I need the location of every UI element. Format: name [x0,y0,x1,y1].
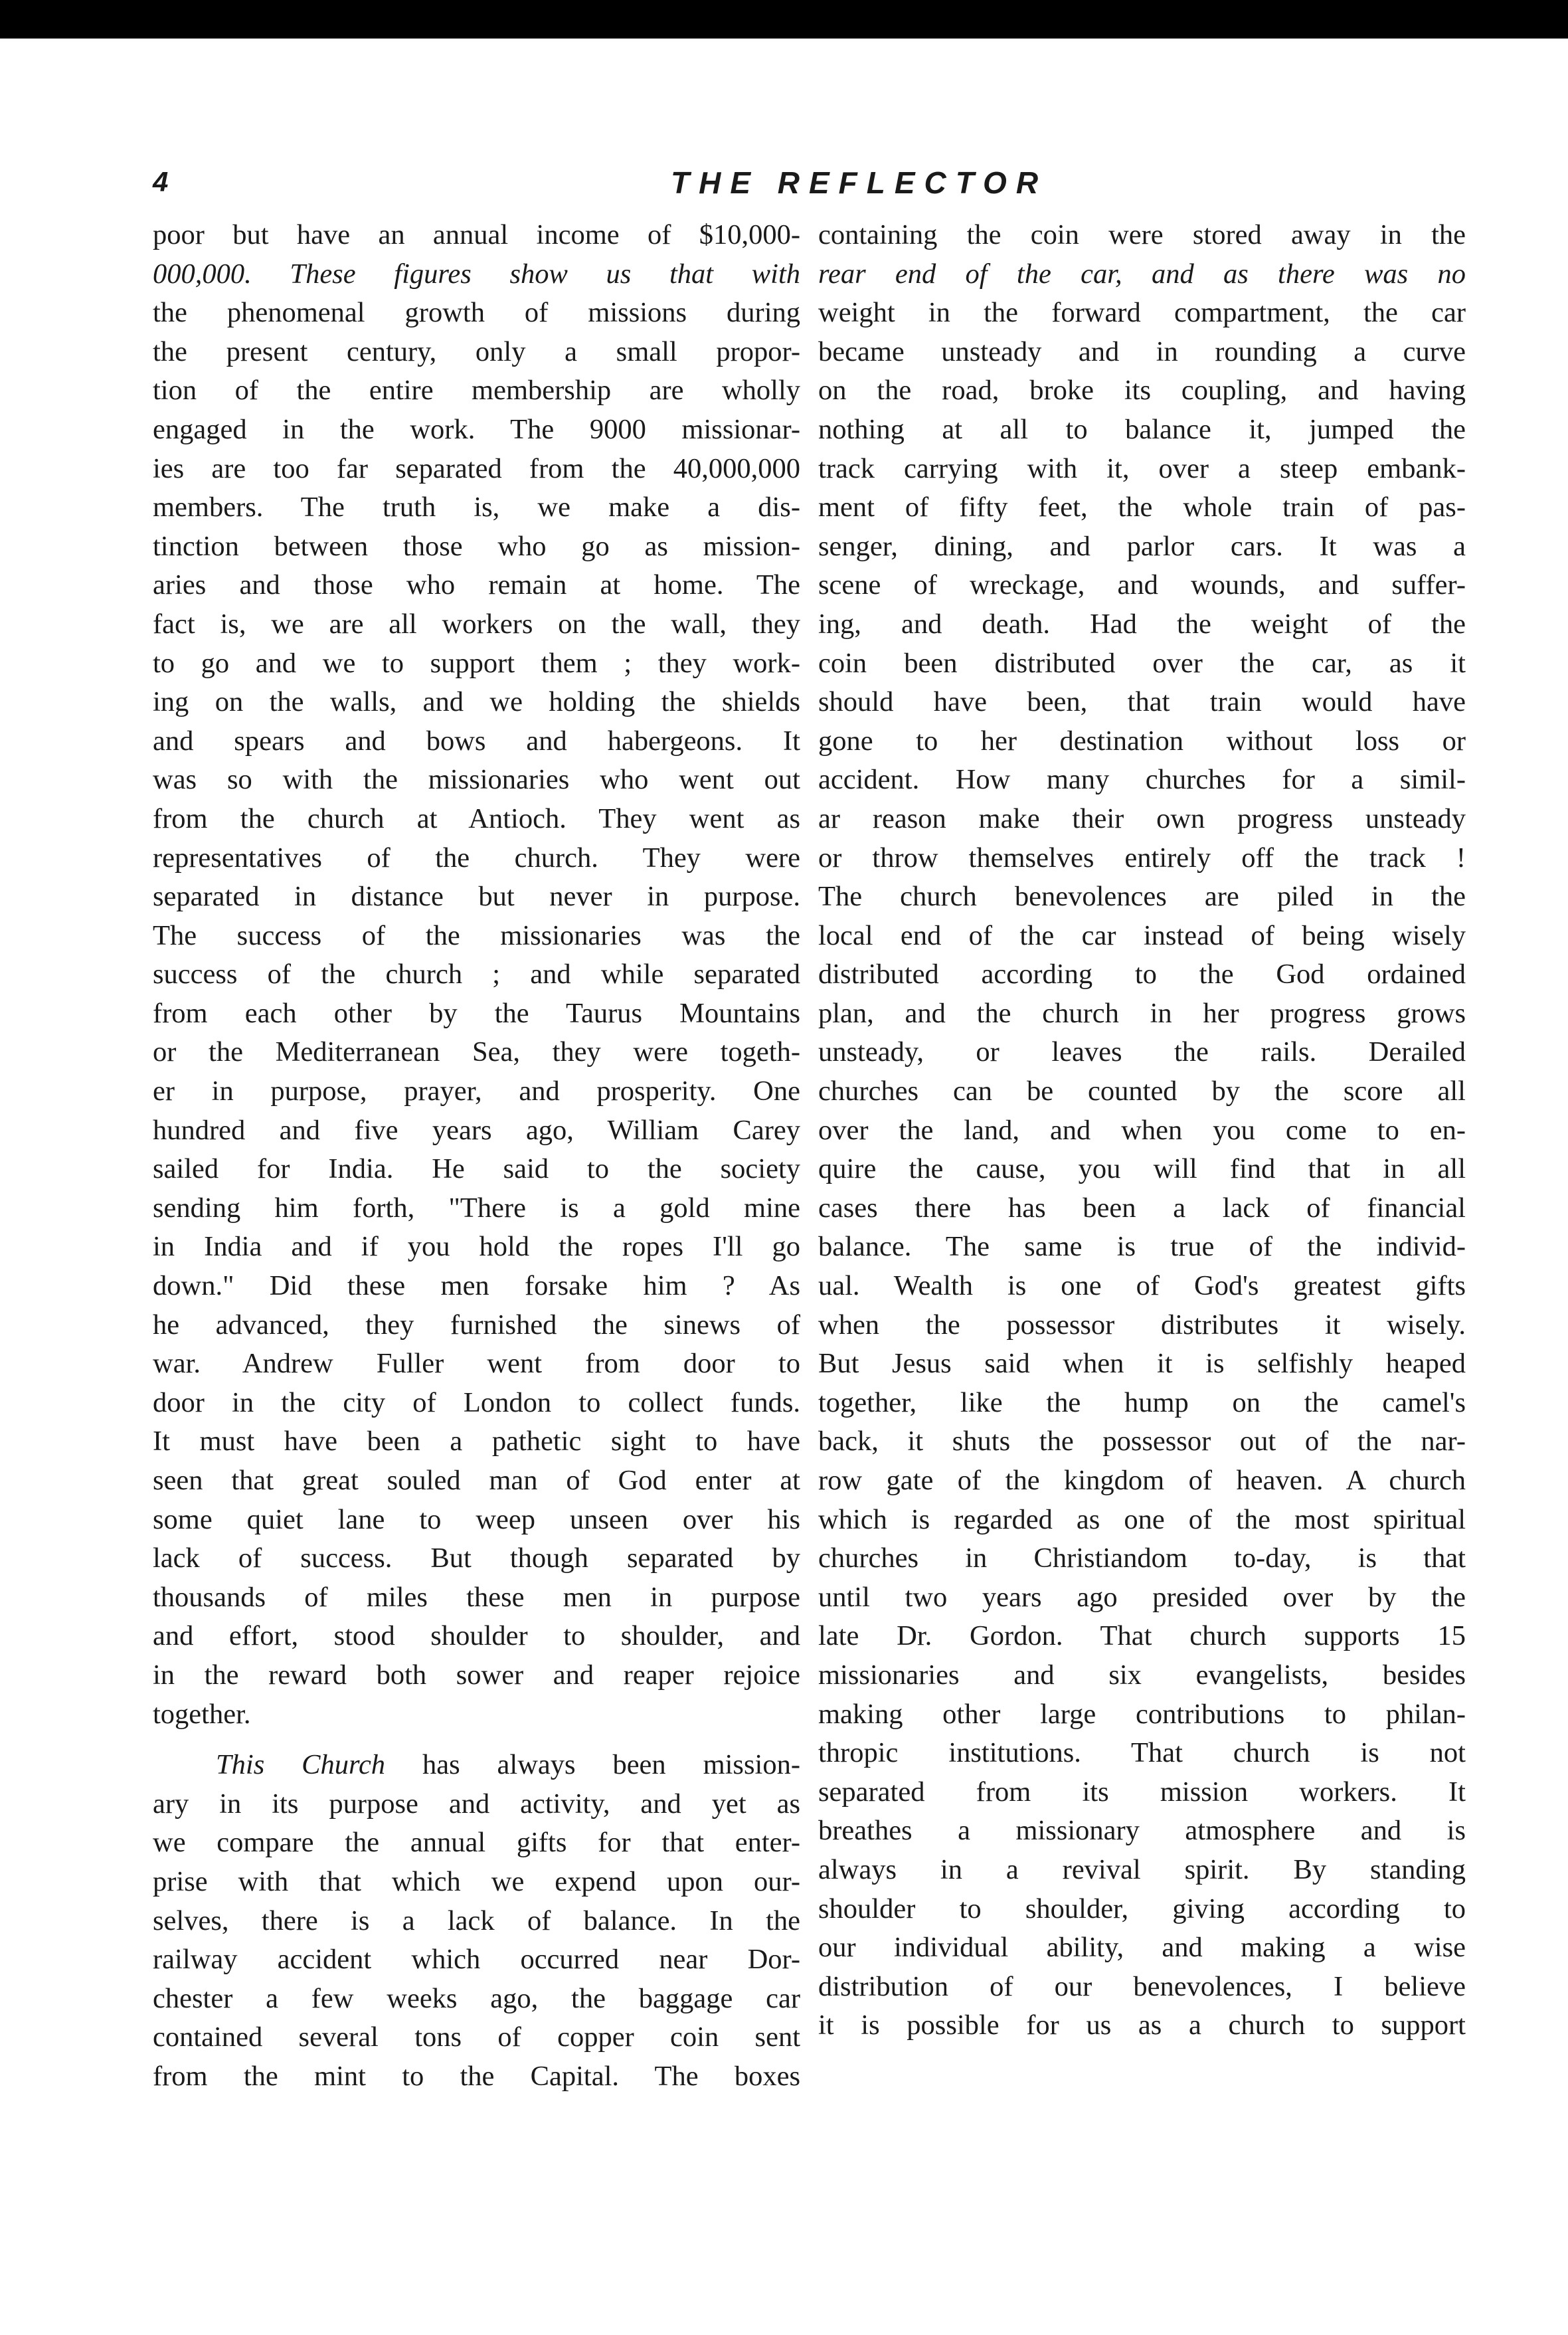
text-line: local end of the car instead of being wisely [818,919,1466,951]
text-line: tion of the entire membership are wholly [153,375,800,407]
text-line: breathes a missionary atmosphere and is [818,1815,1466,1847]
page-number: 4 [153,166,169,197]
text-line: distribution of our benevolences, I believe [818,1970,1466,2002]
emphasis: This Church [216,1749,386,1781]
text-line: The success of the missionaries was the [153,919,800,951]
text-line: shoulder to shoulder, giving according to [818,1893,1466,1924]
text-line: the phenomenal growth of missions during [153,297,800,329]
text-line: ies are too far separated from the 40,000,000 [153,452,800,484]
text-line: was so with the missionaries who went out [153,764,800,796]
text-line: missionaries and six evangelists, besides [818,1659,1466,1691]
text-line: lack of success. But though separated by [153,1542,800,1574]
text-line: churches can be counted by the score all [818,1075,1466,1107]
text-line: late Dr. Gordon. That church supports 15 [818,1620,1466,1652]
text-line: which is regarded as one of the most spiritual [818,1503,1466,1535]
text-line: scene of wreckage, and wounds, and suffer- [818,569,1466,601]
text-line: from the church at Antioch. They went as [153,802,800,834]
running-head-title: THE REFLECTOR [671,165,1048,200]
text-line: track carrying with it, over a steep embank- [818,452,1466,484]
text-line: and spears and bows and habergeons. It [153,725,800,757]
text-line: from the mint to the Capital. The boxes [153,2060,800,2092]
text-line: distributed according to the God ordained [818,959,1466,990]
text-line: prise with that which we expend upon our- [153,1865,800,1897]
scan-top-border [0,0,1568,39]
text-line: ual. Wealth is one of God's greatest gifts [818,1270,1466,1302]
text-line: on the road, broke its coupling, and having [818,375,1466,407]
text-line: representatives of the church. They were [153,842,800,874]
text-line: when the possessor distributes it wisely. [818,1309,1466,1341]
text-line: gone to her destination without loss or [818,725,1466,757]
text-line: or throw themselves entirely off the track ! [818,842,1466,874]
text-line: separated in distance but never in purpose. [153,881,800,913]
text-line: accident. How many churches for a simil- [818,764,1466,796]
text-line: nothing at all to balance it, jumped the [818,413,1466,445]
text-line: senger, dining, and parlor cars. It was a [818,530,1466,562]
text-line: plan, and the church in her progress grows [818,997,1466,1029]
right-column [818,216,1466,2045]
text-line: down." Did these men forsake him ? As [153,1270,800,1302]
text-line: members. The truth is, we make a dis- [153,492,800,523]
text-line: always in a revival spirit. By standing [818,1853,1466,1885]
text-line: weight in the forward compartment, the car [818,297,1466,329]
text-line: engaged in the work. The 9000 missionar- [153,413,800,445]
text-line: chester a few weeks ago, the baggage car [153,1982,800,2014]
text-line: selves, there is a lack of balance. In the [153,1905,800,1936]
text-line: er in purpose, prayer, and prosperity. One [153,1075,800,1107]
text-line: rear end of the car, and as there was no [818,258,1466,290]
text-line: row gate of the kingdom of heaven. A church [818,1465,1466,1496]
text-line: in the reward both sower and reaper rejoice [153,1659,800,1691]
text-line: contained several tons of copper coin sent [153,2021,800,2053]
text-line: fact is, we are all workers on the wall, they [153,608,800,640]
text-line: containing the coin were stored away in the [818,219,1466,250]
text-line: the present century, only a small propor- [153,335,800,367]
text-line: unsteady, or leaves the rails. Derailed [818,1036,1466,1068]
text-line: The church benevolences are piled in the [818,881,1466,913]
text-line: quire the cause, you will find that in all [818,1153,1466,1185]
text-line: ing, and death. Had the weight of the [818,608,1466,640]
text-line: ary in its purpose and activity, and yet as [153,1788,800,1820]
text-line: This Church has always been mission- [216,1749,800,1781]
text-line: ing on the walls, and we holding the shields [153,686,800,718]
text-line: our individual ability, and making a wise [818,1932,1466,1964]
text-line: became unsteady and in rounding a curve [818,335,1466,367]
text-line: separated from its mission workers. It [818,1776,1466,1808]
text-line: hundred and five years ago, William Carey [153,1114,800,1146]
text-line: success of the church ; and while separated [153,959,800,990]
text-line: it is possible for us as a church to support [818,2009,1466,2041]
paragraph-gap [153,1734,800,1746]
text-line: sending him forth, "There is a gold mine [153,1192,800,1224]
text-line: and effort, stood shoulder to shoulder, and [153,1620,800,1652]
text-line: ment of fifty feet, the whole train of pas- [818,492,1466,523]
text-line: aries and those who remain at home. The [153,569,800,601]
text-line: together. [153,1698,251,1730]
text-line: balance. The same is true of the individ- [818,1231,1466,1263]
left-column [153,216,800,2097]
text-line: door in the city of London to collect funds. [153,1386,800,1418]
text-line: seen that great souled man of God enter at [153,1465,800,1496]
text-line: thousands of miles these men in purpose [153,1581,800,1613]
text-line: back, it shuts the possessor out of the nar- [818,1426,1466,1457]
text-line: It must have been a pathetic sight to have [153,1426,800,1457]
text-line: churches in Christiandom to-day, is that [818,1542,1466,1574]
text-line: 000,000. These figures show us that with [153,258,800,290]
text-line: cases there has been a lack of financial [818,1192,1466,1224]
text-line: coin been distributed over the car, as it [818,647,1466,679]
text-line: some quiet lane to weep unseen over his [153,1503,800,1535]
text-line: to go and we to support them ; they work- [153,647,800,679]
text-line: But Jesus said when it is selfishly heaped [818,1348,1466,1380]
text-line: together, like the hump on the camel's [818,1386,1466,1418]
text-line: in India and if you hold the ropes I'll go [153,1231,800,1263]
text-line: poor but have an annual income of $10,000- [153,219,800,250]
text-line: from each other by the Taurus Mountains [153,997,800,1029]
text-line: tinction between those who go as mission- [153,530,800,562]
text-line: railway accident which occurred near Dor- [153,1944,800,1976]
text-line: until two years ago presided over by the [818,1581,1466,1613]
text-line: should have been, that train would have [818,686,1466,718]
text-line: he advanced, they furnished the sinews of [153,1309,800,1341]
text-line: sailed for India. He said to the society [153,1153,800,1185]
text-line: making other large contributions to philan- [818,1698,1466,1730]
text-line: ar reason make their own progress unsteady [818,802,1466,834]
text-line: or the Mediterranean Sea, they were togeth- [153,1036,800,1068]
text-line: over the land, and when you come to en- [818,1114,1466,1146]
text-line: we compare the annual gifts for that enter- [153,1827,800,1859]
text-line: thropic institutions. That church is not [818,1737,1466,1769]
text-line: war. Andrew Fuller went from door to [153,1348,800,1380]
